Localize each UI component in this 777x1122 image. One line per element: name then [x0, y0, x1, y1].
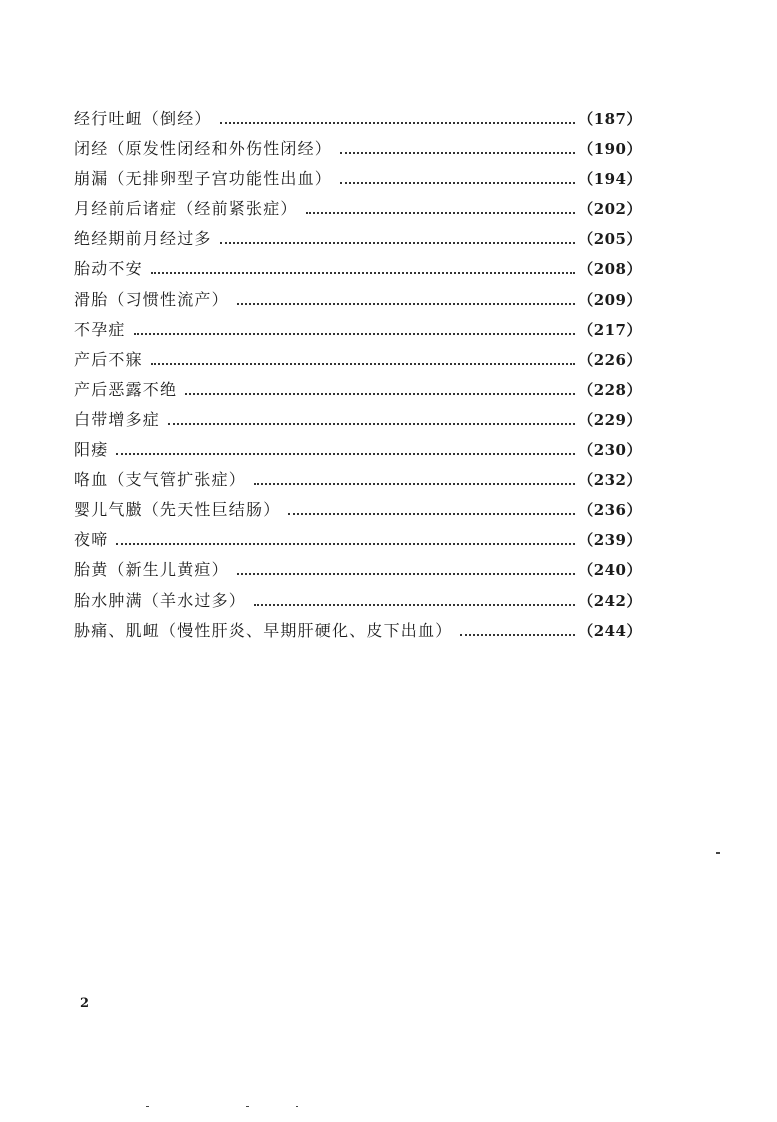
toc-entry	[74, 555, 642, 585]
toc-entry-page: （242）	[578, 591, 642, 610]
toc-entry-title: 白带增多症	[74, 409, 161, 429]
toc-entry	[74, 616, 642, 646]
toc-entry-title: 婴儿气臌（先天性巨结肠）	[74, 500, 281, 520]
table-of-contents	[74, 104, 642, 646]
dot-leader	[340, 152, 575, 154]
toc-entry-title: 滑胎（习惯性流产）	[74, 289, 229, 309]
toc-entry	[74, 254, 642, 284]
dot-leader	[237, 303, 575, 305]
toc-entry-page: （194）	[578, 170, 642, 189]
toc-entry-page: （187）	[578, 110, 642, 128]
toc-entry	[74, 586, 642, 616]
dot-leader	[220, 242, 576, 244]
toc-entry-page: （228）	[578, 380, 642, 399]
toc-entry-page: （230）	[578, 441, 642, 460]
dot-leader	[254, 483, 575, 485]
toc-entry-title: 月经前后诸症（经前紧张症）	[74, 199, 298, 219]
toc-entry-title: 不孕症	[74, 319, 126, 339]
toc-entry-page: （239）	[578, 531, 642, 550]
dot-leader	[460, 634, 575, 636]
toc-entry	[74, 194, 642, 224]
toc-entry-page: （209）	[578, 290, 642, 309]
scan-speck	[296, 1106, 298, 1107]
toc-entry	[74, 525, 642, 555]
toc-entry	[74, 315, 642, 345]
dot-leader	[306, 212, 576, 214]
toc-entry-page: （229）	[578, 410, 642, 429]
toc-entry	[74, 375, 642, 405]
dot-leader	[151, 272, 575, 274]
toc-entry-page: （244）	[578, 621, 642, 640]
toc-entry	[74, 224, 642, 254]
toc-entry-title: 绝经期前月经过多	[74, 229, 212, 249]
toc-entry-title: 阳痿	[74, 440, 109, 460]
toc-entry-page: （217）	[578, 320, 642, 339]
dot-leader	[254, 604, 575, 606]
dot-leader	[168, 423, 575, 425]
dot-leader	[134, 333, 576, 335]
toc-entry-title: 崩漏（无排卵型子宫功能性出血）	[74, 169, 333, 189]
toc-entry-page: （190）	[578, 140, 642, 159]
toc-entry-title: 胎黄（新生儿黄疸）	[74, 560, 229, 580]
scan-speck	[716, 852, 720, 854]
toc-entry-title: 经行吐衄（倒经）	[74, 109, 212, 128]
page-number: 2	[80, 996, 90, 1011]
toc-entry-title: 夜啼	[74, 530, 109, 550]
toc-entry-page: （202）	[578, 200, 642, 219]
toc-entry-title: 胎动不安	[74, 259, 143, 279]
toc-entry-title: 产后恶露不绝	[74, 379, 178, 399]
toc-entry	[74, 495, 642, 525]
dot-leader	[237, 573, 575, 575]
dot-leader	[220, 122, 576, 124]
toc-entry-title: 产后不寐	[74, 349, 143, 369]
dot-leader	[185, 393, 575, 395]
toc-entry	[74, 345, 642, 375]
toc-entry	[74, 164, 642, 194]
toc-entry-title: 胁痛、肌衄（慢性肝炎、早期肝硬化、皮下出血）	[74, 620, 453, 640]
toc-entry-page: （205）	[578, 230, 642, 249]
toc-entry-page: （236）	[578, 501, 642, 520]
toc-entry	[74, 285, 642, 315]
toc-entry-page: （226）	[578, 350, 642, 369]
scan-speck	[146, 1106, 149, 1107]
toc-entry	[74, 435, 642, 465]
toc-entry-page: （208）	[578, 260, 642, 279]
toc-entry	[74, 405, 642, 435]
toc-entry-title: 胎水肿满（羊水过多）	[74, 590, 247, 610]
dot-leader	[288, 513, 575, 515]
toc-entry	[74, 134, 642, 164]
dot-leader	[151, 363, 575, 365]
toc-entry-title: 闭经（原发性闭经和外伤性闭经）	[74, 139, 333, 159]
toc-entry	[74, 104, 642, 134]
scan-speck	[246, 1106, 249, 1107]
toc-entry	[74, 465, 642, 495]
dot-leader	[116, 453, 575, 455]
dot-leader	[340, 182, 575, 184]
toc-entry-title: 咯血（支气管扩张症）	[74, 470, 247, 490]
toc-entry-page: （232）	[578, 471, 642, 490]
dot-leader	[116, 543, 575, 545]
toc-entry-page: （240）	[578, 561, 642, 580]
